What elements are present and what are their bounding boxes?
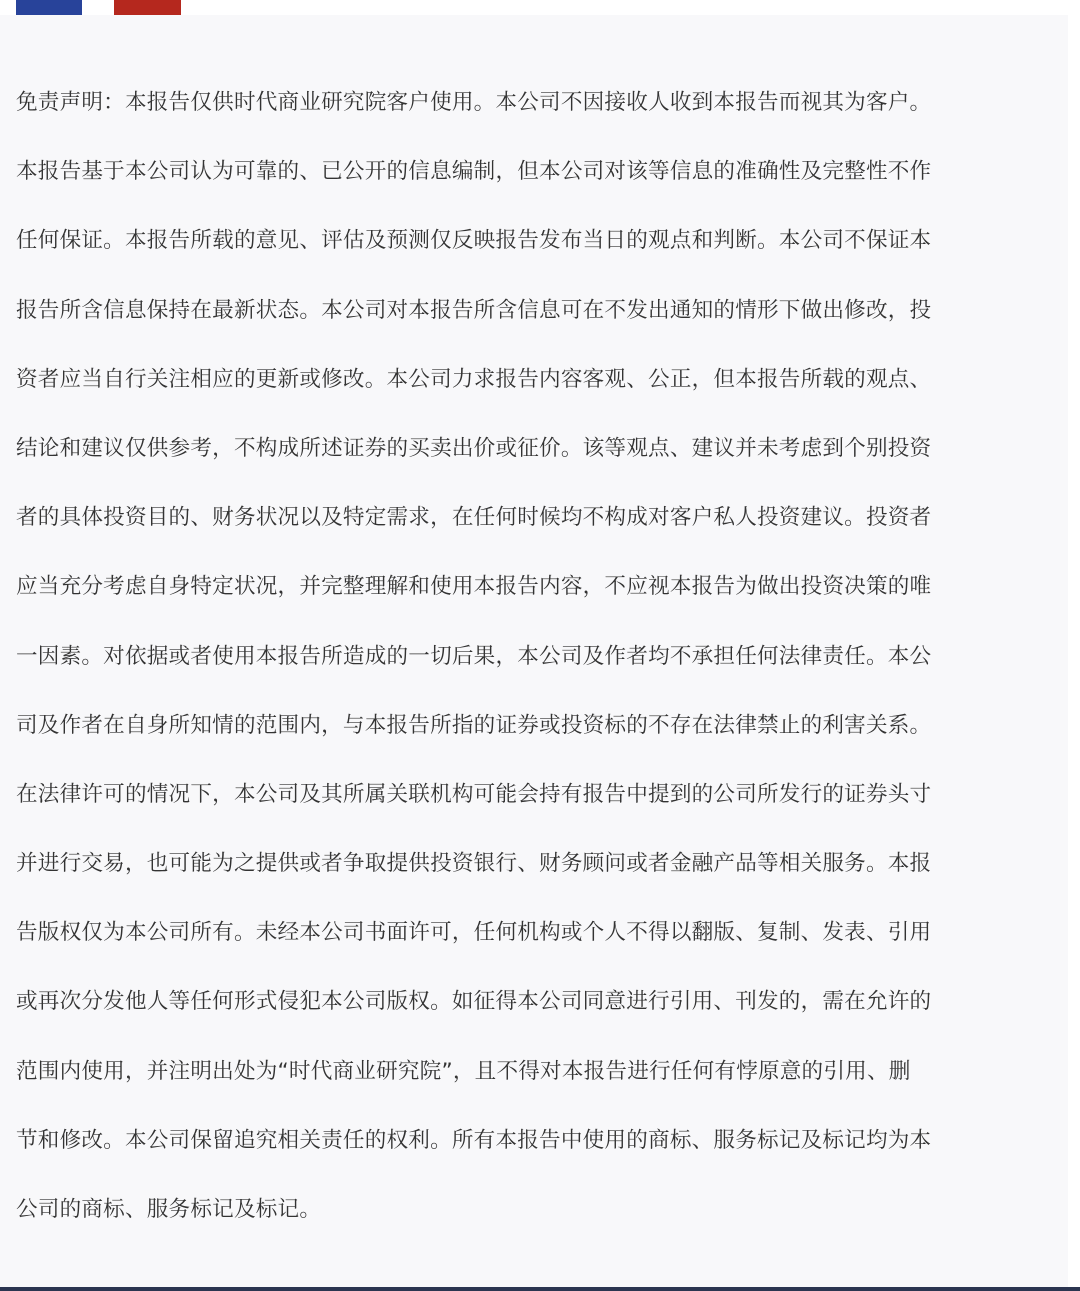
- disclaimer-line: 本报告基于本公司认为可靠的、已公开的信息编制，但本公司对该等信息的准确性及完整性不作: [16, 159, 932, 185]
- disclaimer-line: 或再次分发他人等任何形式侵犯本公司版权。如征得本公司同意进行引用、刊发的，需在允许的: [16, 989, 932, 1015]
- disclaimer-line: 报告所含信息保持在最新状态。本公司对本报告所含信息可在不发出通知的情形下做出修改，投: [16, 297, 932, 323]
- disclaimer-line: 并进行交易，也可能为之提供或者争取提供投资银行、财务顾问或者金融产品等相关服务。本报: [16, 851, 932, 877]
- disclaimer-line: 司及作者在自身所知情的范围内，与本报告所指的证券或投资标的不存在法律禁止的利害关系。: [16, 712, 932, 738]
- disclaimer-line: 免责声明：本报告仅供时代商业研究院客户使用。本公司不因接收人收到本报告而视其为客户。: [16, 90, 932, 115]
- right-margin-stripe: [1068, 15, 1080, 1287]
- disclaimer-line: 范围内使用，并注明出处为“时代商业研究院”，且不得对本报告进行任何有悖原意的引用、删: [16, 1058, 911, 1084]
- disclaimer-line: 公司的商标、服务标记及标记。: [16, 1197, 322, 1222]
- disclaimer-line: 告版权仅为本公司所有。未经本公司书面许可，任何机构或个人不得以翻版、复制、发表、引用: [16, 920, 932, 946]
- disclaimer-line: 结论和建议仅供参考，不构成所述证券的买卖出价或征价。该等观点、建议并未考虑到个别投资: [16, 435, 932, 461]
- accent-bar-red: [114, 0, 181, 15]
- disclaimer-line: 资者应当自行关注相应的更新或修改。本公司力求报告内容客观、公正，但本报告所载的观点、: [16, 366, 932, 392]
- disclaimer-paragraph: [16, 68, 1066, 1244]
- bottom-divider: [0, 1287, 1080, 1291]
- disclaimer-line: 一因素。对依据或者使用本报告所造成的一切后果，本公司及作者均不承担任何法律责任。本公: [16, 643, 932, 669]
- disclaimer-line: 者的具体投资目的、财务状况以及特定需求，在任何时候均不构成对客户私人投资建议。投资者: [16, 505, 932, 531]
- disclaimer-line: 节和修改。本公司保留追究相关责任的权利。所有本报告中使用的商标、服务标记及标记均为本: [16, 1127, 932, 1153]
- disclaimer-line: 应当充分考虑自身特定状况，并完整理解和使用本报告内容，不应视本报告为做出投资决策的唯: [16, 574, 932, 600]
- disclaimer-line: 任何保证。本报告所载的意见、评估及预测仅反映报告发布当日的观点和判断。本公司不保证本: [16, 228, 932, 254]
- accent-bar-blue: [16, 0, 82, 15]
- disclaimer-line: 在法律许可的情况下，本公司及其所属关联机构可能会持有报告中提到的公司所发行的证券头寸: [16, 781, 932, 807]
